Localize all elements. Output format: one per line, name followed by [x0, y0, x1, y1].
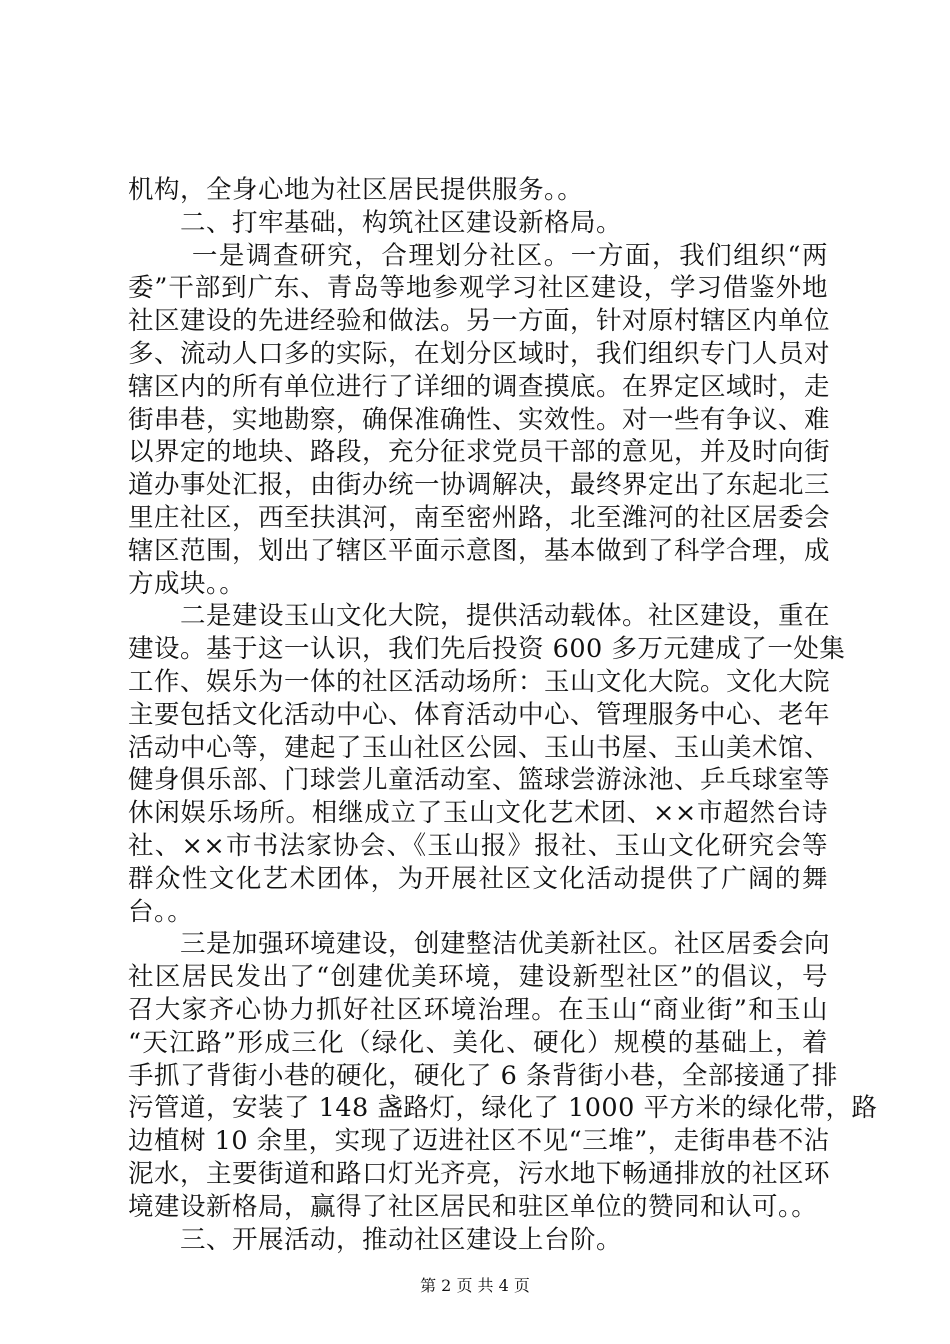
text-line: 社区居民发出了“创建优美环境，建设新型社区”的倡议，号 — [128, 962, 828, 993]
text-line: 境建设新格局，赢得了社区居民和驻区单位的赞同和认可。。 — [128, 1191, 818, 1222]
text-line: 工作、娱乐为一体的社区活动场所：玉山文化大院。文化大院 — [128, 666, 831, 697]
text-line: 街串巷，实地勘察，确保准确性、实效性。对一些有争议、难 — [128, 404, 831, 435]
text-line: 委”干部到广东、青岛等地参观学习社区建设，学习借鉴外地 — [128, 273, 828, 304]
text-line: 台。。 — [128, 896, 194, 927]
text-line: 社、××市书法家协会、《玉山报》报社、玉山文化研究会等 — [128, 830, 828, 861]
text-line: 三、开展活动，推动社区建设上台阶。 — [128, 1224, 623, 1255]
text-line: 道办事处汇报，由街办统一协调解决，最终界定出了东起北三 — [128, 470, 831, 501]
text-line: 辖区内的所有单位进行了详细的调查摸底。在界定区域时，走 — [128, 371, 831, 402]
text-line: 手抓了背街小巷的硬化，硬化了 6 条背街小巷，全部接通了排 — [128, 1060, 838, 1091]
text-line: 泥水，主要街道和路口灯光齐亮，污水地下畅通排放的社区环 — [128, 1158, 831, 1189]
text-line: 边植树 10 余里，实现了迈进社区不见“三堆”，走街串巷不沾 — [128, 1126, 830, 1157]
text-line: 一是调查研究，合理划分社区。一方面，我们组织“两 — [128, 240, 828, 271]
text-line: 二、打牢基础，构筑社区建设新格局。 — [128, 207, 623, 238]
text-line: “天江路”形成三化（绿化、美化、硬化）规模的基础上，着 — [128, 1027, 828, 1058]
text-line: 休闲娱乐场所。相继成立了玉山文化艺术团、××市超然台诗 — [128, 798, 828, 829]
document-body — [128, 174, 878, 1256]
text-line: 召大家齐心协力抓好社区环境治理。在玉山“商业街”和玉山 — [128, 994, 828, 1025]
text-line: 健身俱乐部、门球尝儿童活动室、篮球尝游泳池、乒乓球室等 — [128, 765, 831, 796]
page-footer: 第 2 页 共 4 页 — [420, 1276, 530, 1295]
text-line: 主要包括文化活动中心、体育活动中心、管理服务中心、老年 — [128, 699, 831, 730]
text-line: 三是加强环境建设，创建整洁优美新社区。社区居委会向 — [128, 929, 831, 960]
text-line: 建设。基于这一认识，我们先后投资 600 多万元建成了一处集 — [128, 634, 846, 665]
text-line: 污管道，安装了 148 盏路灯，绿化了 1000 平方米的绿化带，路 — [128, 1093, 878, 1124]
text-line: 多、流动人口多的实际，在划分区域时，我们组织专门人员对 — [128, 338, 831, 369]
text-line: 辖区范围，划出了辖区平面示意图，基本做到了科学合理，成 — [128, 535, 831, 566]
text-line: 活动中心等，建起了玉山社区公园、玉山书屋、玉山美术馆、 — [128, 732, 831, 763]
text-line: 以界定的地块、路段，充分征求党员干部的意见，并及时向街 — [128, 437, 831, 468]
text-line: 社区建设的先进经验和做法。另一方面，针对原村辖区内单位 — [128, 306, 831, 337]
text-line: 二是建设玉山文化大院，提供活动载体。社区建设，重在 — [128, 601, 831, 632]
text-line: 机构，全身心地为社区居民提供服务。。 — [128, 175, 584, 205]
text-line: 里庄社区，西至扶淇河，南至密州路，北至潍河的社区居委会 — [128, 502, 831, 533]
text-line: 方成块。。 — [128, 568, 246, 599]
text-line: 群众性文化艺术团体，为开展社区文化活动提供了广阔的舞 — [128, 863, 828, 894]
